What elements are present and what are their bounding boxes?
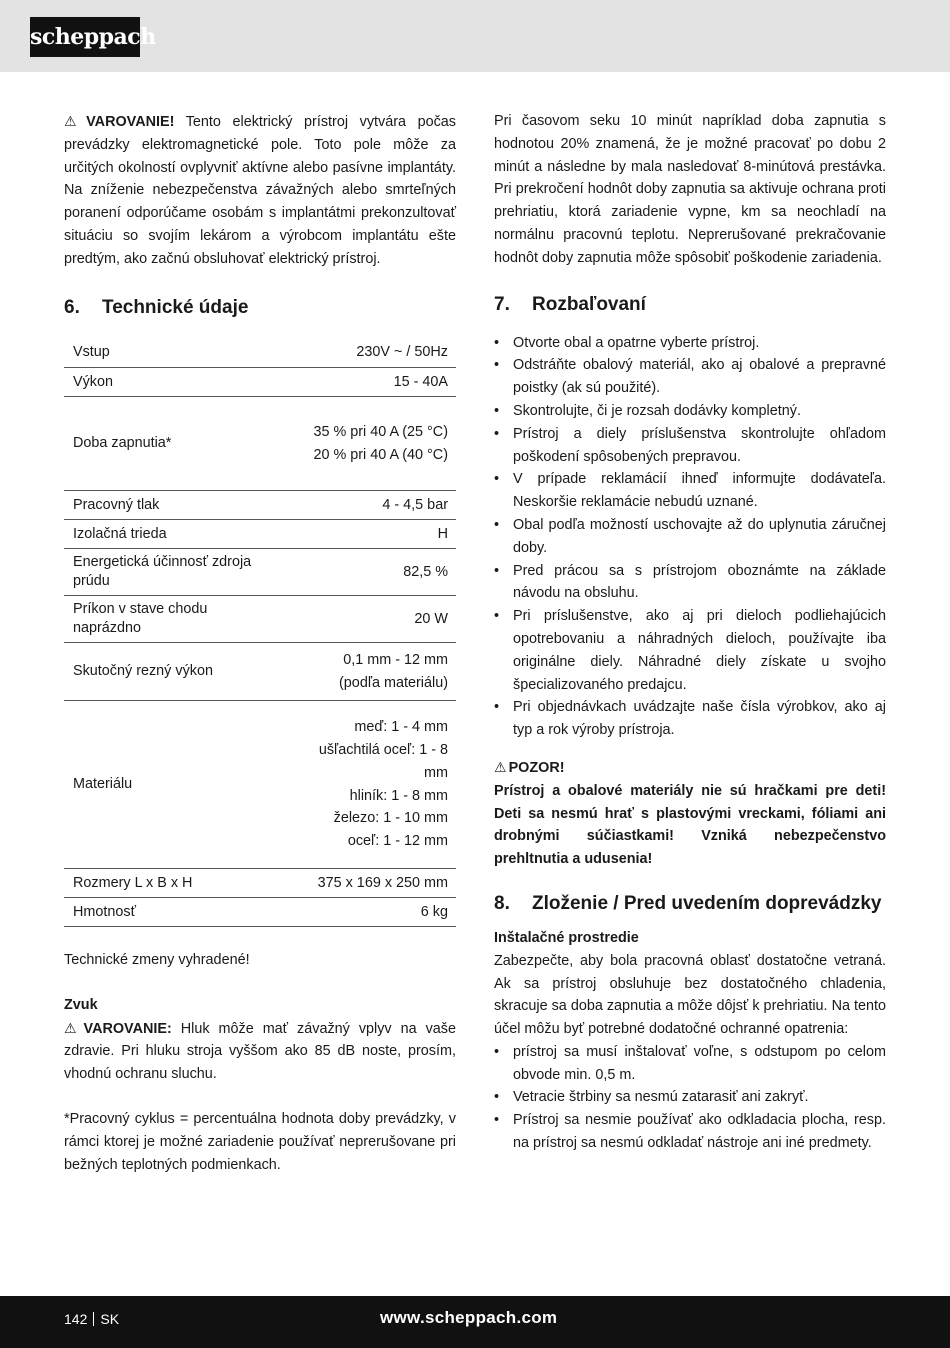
header-bar: [0, 0, 950, 72]
spec-row: [64, 491, 456, 520]
list-item: • Prístroj sa nesmie používať ako odkladacia plocha, resp. na prístroj sa nesmú odkladať nástroje ani iné predmety.: [494, 1109, 886, 1155]
spec-value: [286, 898, 456, 927]
warning-triangle-icon: ⚠: [64, 1019, 82, 1036]
list-item: • Obal podľa možností uschovajte až do uplynutia záručnej doby.: [494, 514, 886, 560]
language-code: SK: [100, 1311, 120, 1327]
spec-row: [64, 397, 456, 491]
divider: [93, 1312, 94, 1326]
section-title: Rozbaľovaní: [532, 293, 646, 315]
spec-row: [64, 549, 456, 596]
section-7-heading: [494, 292, 886, 318]
spec-value-line: meď: 1 - 4 mm: [354, 719, 448, 736]
section-number: 7.: [494, 293, 510, 315]
website-link[interactable]: www.scheppach.com: [380, 1308, 558, 1327]
technical-data-table: [64, 339, 456, 928]
caution-text: Prístroj a obalové materiály nie sú hračkami pre deti! Deti sa nesmú hrať s plastovými vreckami, fóliami ani drobnými súčiastkami! Vzniká nebezpečenstvo prehltnutia a udusenia!: [494, 782, 886, 868]
right-column: [494, 110, 886, 1155]
spec-label: Materiálu: [64, 701, 286, 869]
spec-label: Doba zapnutia*: [64, 397, 286, 491]
spec-row: [64, 596, 456, 643]
sound-heading: Zvuk: [64, 996, 98, 1013]
spec-value-line: 20 W: [414, 610, 448, 627]
spec-row: [64, 643, 456, 701]
section-number: 8.: [494, 892, 510, 914]
list-item: • Vetracie štrbiny sa nesmú zatarasiť ani zakryť.: [494, 1086, 886, 1109]
warning-text: Hluk môže mať závažný vplyv na vaše zdravie. Pri hluku stroja vyššom ako 85 dB noste, prosím, vhodnú ochranu sluchu.: [64, 1020, 456, 1083]
spec-value-line: 375 x 169 x 250 mm: [317, 874, 448, 891]
list-item: • Otvorte obal a opatrne vyberte prístroj.: [494, 332, 886, 355]
warning-label: VAROVANIE!: [86, 114, 175, 130]
spec-row: [64, 520, 456, 549]
section-title: Zloženie / Pred uvedením doprevádzky: [532, 892, 882, 914]
spec-value-line: 4 - 4,5 bar: [382, 496, 448, 513]
left-column: [64, 110, 456, 1176]
list-item: • prístroj sa musí inštalovať voľne, s odstupom po celom obvode min. 0,5 m.: [494, 1041, 886, 1087]
install-list: [494, 1041, 886, 1155]
spec-value-line: (podľa materiálu): [339, 674, 448, 691]
spec-value-line: 20 % pri 40 A (40 °C): [313, 446, 448, 463]
unpacking-list: [494, 332, 886, 742]
spec-value-line: oceľ: 1 - 12 mm: [347, 833, 448, 850]
list-item: • V prípade reklamácií ihneď informujte dodávateľa. Neskoršie reklamácie nebudú uznané.: [494, 468, 886, 514]
spec-row: [64, 701, 456, 869]
spec-value-line: 82,5 %: [403, 563, 448, 580]
list-item: • Pred prácou sa s prístrojom oboznámte na základe návodu na obsluhu.: [494, 560, 886, 606]
spec-value: [286, 491, 456, 520]
spec-value: [286, 339, 456, 368]
spec-value: [286, 549, 456, 596]
list-item: • Prístroj a diely príslušenstva skontrolujte ohľadom poškodení spôsobených prepravou.: [494, 423, 886, 469]
spec-value-line: 15 - 40A: [393, 373, 448, 390]
spec-value: [286, 869, 456, 898]
spec-label: Hmotnosť: [64, 898, 286, 927]
spec-label: Rozmery L x B x H: [64, 869, 286, 898]
spec-value: [286, 596, 456, 643]
list-item: • Odstráňte obalový materiál, ako aj obalové a prepravné poistky (ak sú použité).: [494, 354, 886, 400]
spec-value: [286, 701, 456, 869]
spec-label: Energetická účinnosť zdroja prúdu: [64, 549, 286, 596]
spec-row: [64, 869, 456, 898]
list-item: • Pri objednávkach uvádzajte naše čísla výrobkov, ako aj typ a rok výroby prístroja.: [494, 696, 886, 742]
brand-logo: scheppach: [30, 17, 140, 57]
list-item: • Pri príslušenstve, ako aj pri dieloch podliehajúcich opotrebovaniu a náhradných dieloch, používajte iba originálne diely. Náhradné diely získate u svojho špecializovaného predajcu.: [494, 605, 886, 696]
noise-warning: [64, 1017, 456, 1086]
install-text: Zabezpečte, aby bola pracovná oblasť dostatočne vetraná. Ak sa prístroj obsluhuje bez dostatočného chladenia, skracuje sa doba zapnutia a môže dôjsť k prehriatiu. Na tento účel môžu byť potrebné dodatočné ochranné opatrenia:: [494, 952, 886, 1038]
footer-bar: [0, 1296, 950, 1348]
spec-value: [286, 520, 456, 549]
spec-label: Pracovný tlak: [64, 491, 286, 520]
warning-triangle-icon: ⚠: [494, 758, 507, 775]
spec-row: [64, 339, 456, 368]
spec-value-line: 230V ~ / 50Hz: [356, 344, 448, 361]
spec-value: [286, 368, 456, 397]
section-6-heading: [64, 295, 456, 321]
spec-value-line: H: [437, 525, 448, 542]
spec-label: Vstup: [64, 339, 286, 368]
emf-warning: [64, 110, 456, 271]
page-number: 142: [64, 1311, 88, 1327]
spec-label: Príkon v stave chodu naprázdno: [64, 596, 286, 643]
duty-cycle-note: *Pracovný cyklus = percentuálna hodnota doby prevádzky, v rámci ktorej je možné zariadenie používať neprerušovane pri bežných teplotných podmienkach.: [64, 1111, 456, 1173]
page-indicator: [64, 1311, 119, 1327]
duty-cycle-explanation: Pri časovom seku 10 minút napríklad doba zapnutia s hodnotou 20% znamená, že je možné pracovať po dobu 2 minút a následne by mala nasledovať 8-minútová prestávka. Pri prekročení hodnôt doby zapnutia sa aktivuje ochrana proti prehriatiu, ktorá zariadenie vypne, km sa neochladí na normálnu pracovnú teplotu. Neprerušované prekračovanie hodnôt doby zapnutia môže spôsobiť poškodenie zariadenia.: [494, 113, 886, 266]
spec-label: Výkon: [64, 368, 286, 397]
caution-heading: [494, 756, 886, 780]
spec-value-line: železo: 1 - 10 mm: [333, 810, 448, 827]
section-number: 6.: [64, 296, 80, 318]
warning-text: Tento elektrický prístroj vytvára počas prevádzky elektromagnetické pole. Toto pole môže za určitých okolností ovplyvniť aktívne alebo pasívne implantáty. Na zníženie nebezpečenstva závažných alebo smrteľných poranení odporúčame osobám s implantátmi prekonzultovať situáciu so svojím lekárom a výrobcom implantátu ešte predtým, ako začnú obsluhovať elektrický prístroj.: [64, 114, 457, 267]
spec-value: [286, 643, 456, 701]
warning-label: VAROVANIE:: [83, 1020, 172, 1037]
spec-value-line: 0,1 mm - 12 mm: [343, 651, 448, 668]
spec-value-line: 35 % pri 40 A (25 °C): [313, 423, 448, 440]
spec-value-line: ušľachtilá oceľ: 1 - 8 mm: [318, 741, 448, 781]
install-heading: Inštalačné prostredie: [494, 929, 639, 946]
spec-row: [64, 898, 456, 927]
section-8-heading: [494, 891, 886, 917]
spec-label: Izolačná trieda: [64, 520, 286, 549]
caution-label: POZOR!: [508, 759, 565, 776]
spec-value: [286, 397, 456, 491]
changes-note: Technické zmeny vyhradené!: [64, 952, 250, 969]
spec-label: Skutočný rezný výkon: [64, 643, 286, 701]
warning-triangle-icon: ⚠: [64, 113, 85, 129]
spec-value-line: 6 kg: [420, 903, 448, 920]
list-item: • Skontrolujte, či je rozsah dodávky kompletný.: [494, 400, 886, 423]
spec-row: [64, 368, 456, 397]
spec-value-line: hliník: 1 - 8 mm: [349, 787, 448, 804]
section-title: Technické údaje: [102, 296, 249, 318]
